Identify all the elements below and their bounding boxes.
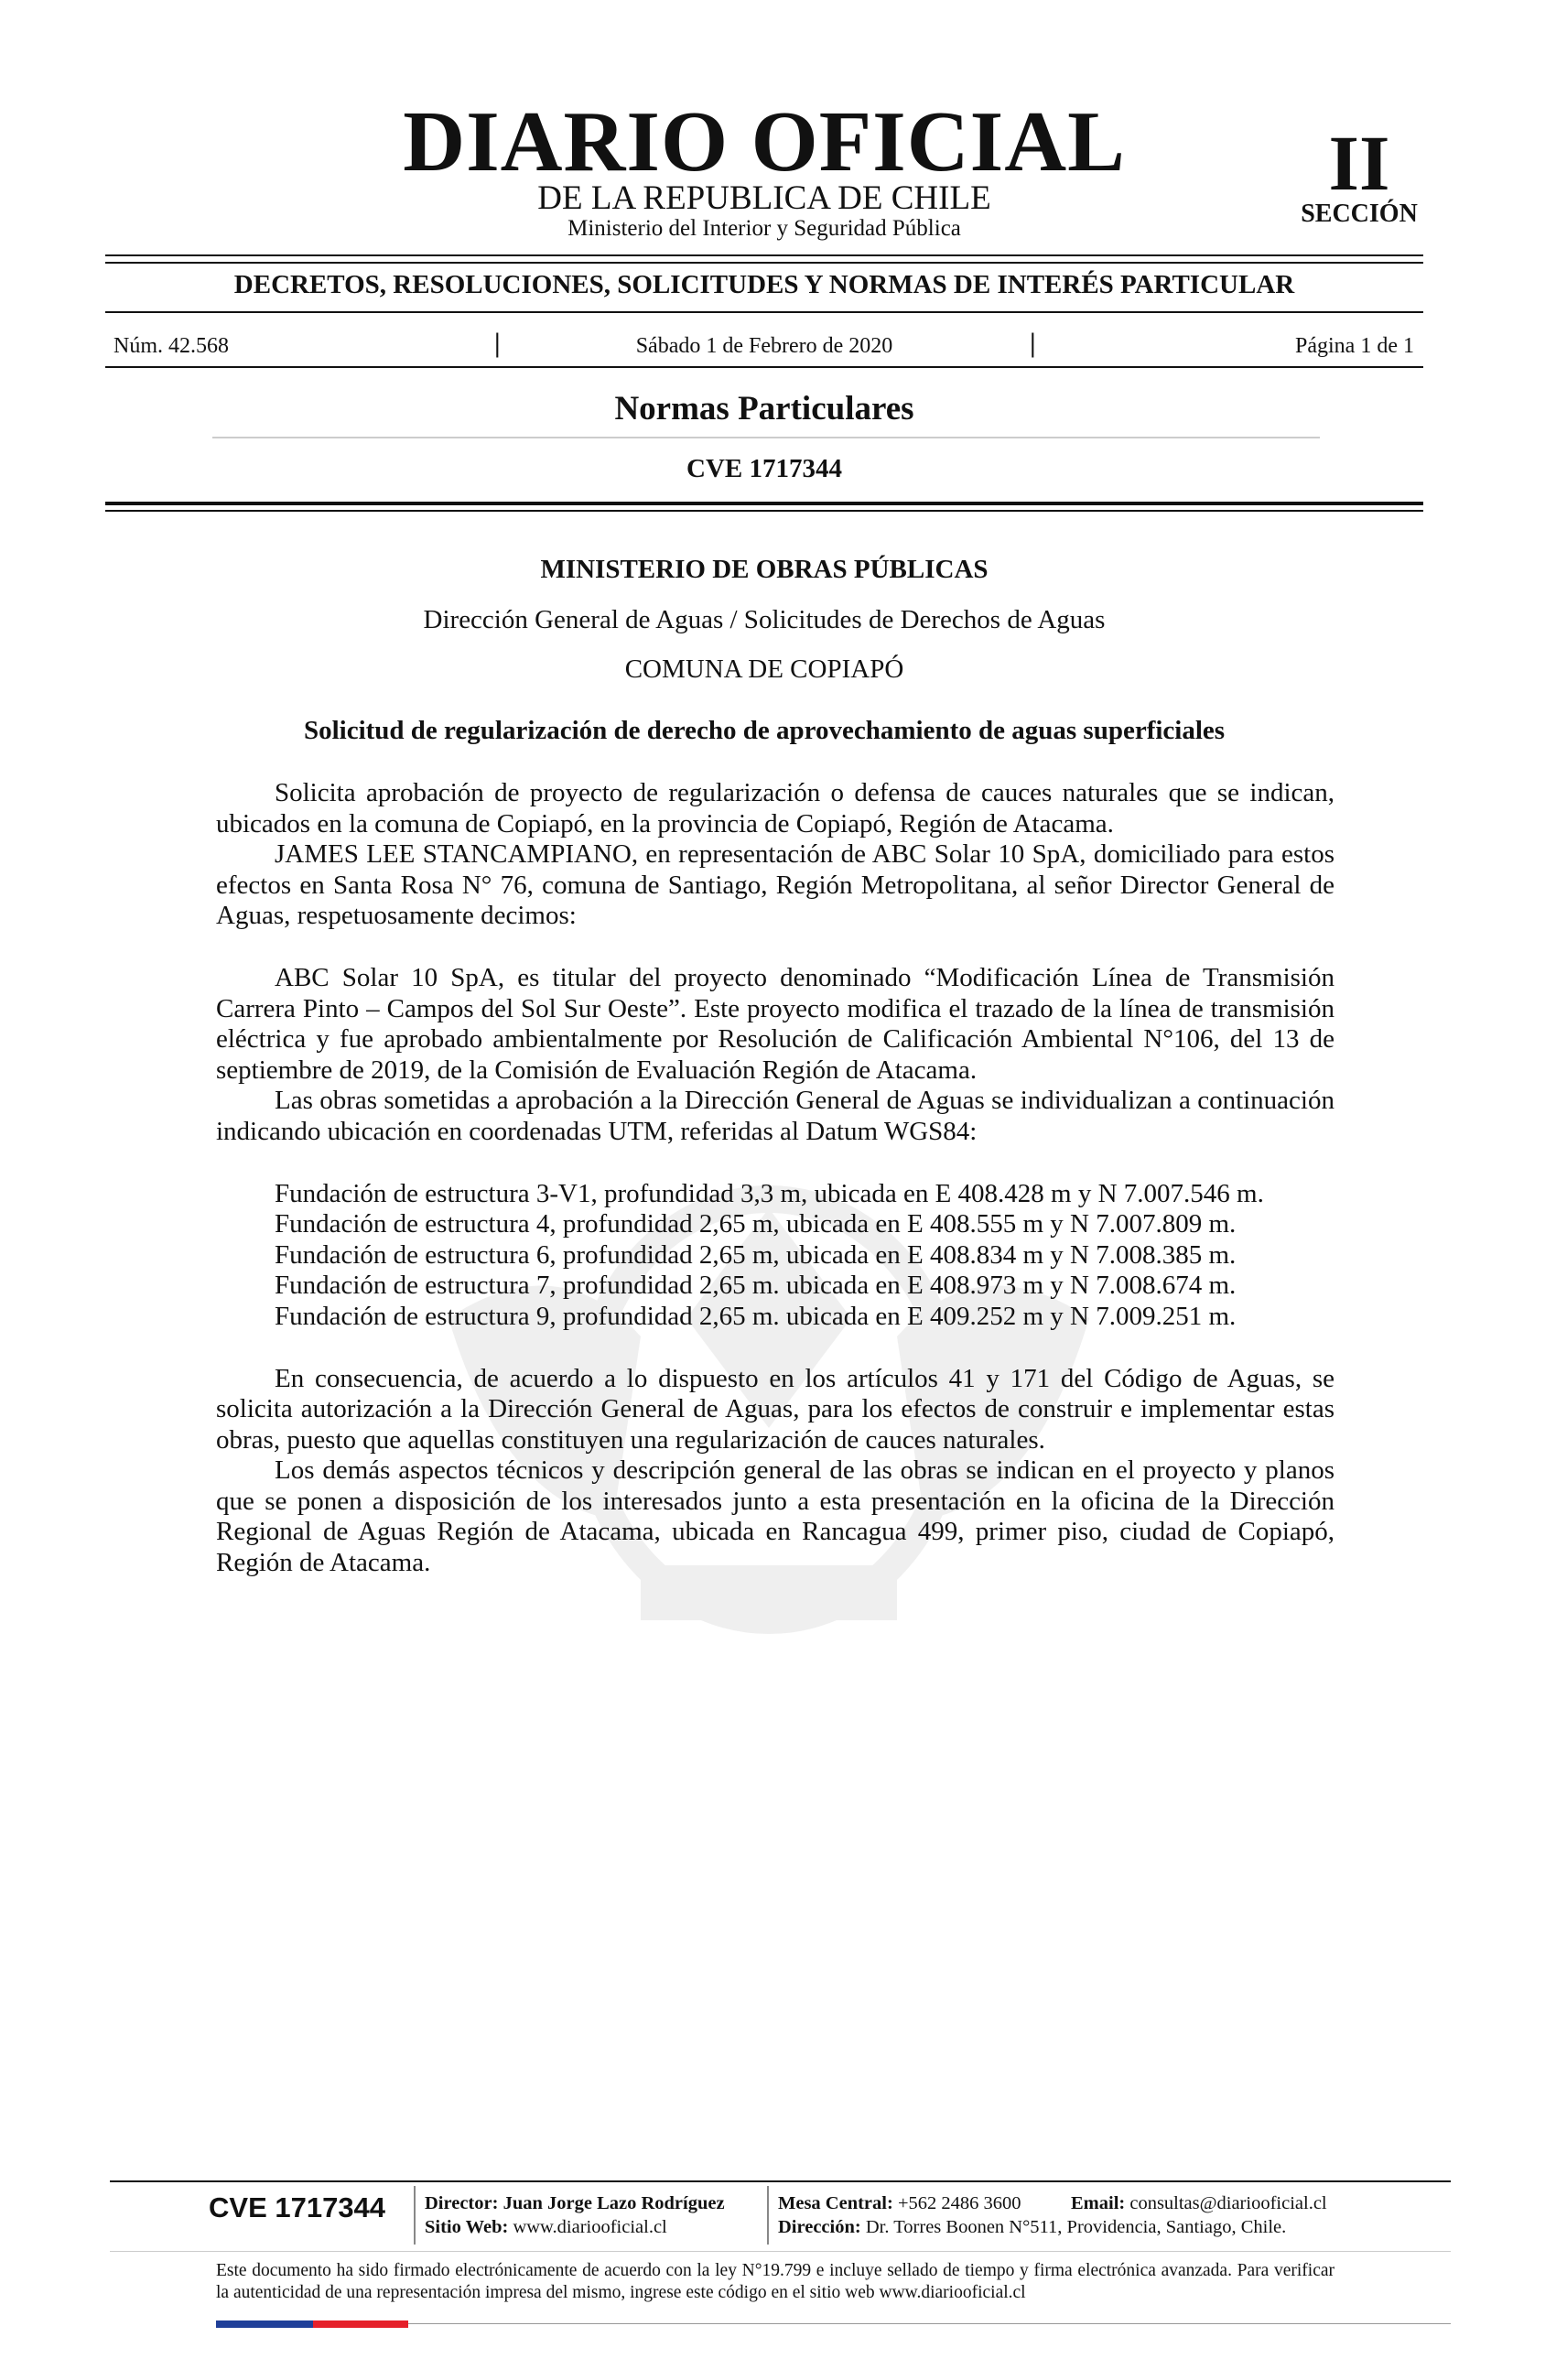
flag-stripe-blue [216,2320,313,2328]
paragraph: Las obras sometidas a aprobación a la Dirección General de Aguas se individualizan a continuación indicando ubicación en coordenadas UTM, referidas al Datum WGS84: [216,1086,1334,1146]
list-item: Fundación de estructura 6, profundidad 2,65 m, ubicada en E 408.834 m y N 7.008.385 m. [275,1239,1237,1270]
page-number: Página 1 de 1 [1295,334,1414,358]
footer-signature-note: Este documento ha sido firmado electrónicamente de acuerdo con la ley N°19.799 e incluye sellado de tiempo y firma electrónica avanzada. Para verificar la autenticidad de una representación impresa del mismo, ingrese este código en el sitio web www.diariooficial.cl [216,2261,1334,2302]
footer-email: Email: consultas@diariooficial.cl [1071,2193,1327,2213]
footer-address: Dirección: Dr. Torres Boonen N°511, Providencia, Santiago, Chile. [778,2217,1287,2237]
masthead-subtitle: DE LA REPUBLICA DE CHILE [537,179,991,217]
cve-rule [105,502,1423,505]
list-item: Fundación de estructura 7, profundidad 2,65 m. ubicada en E 408.973 m y N 7.008.674 m. [275,1271,1237,1301]
list-item: Fundación de estructura 9, profundidad 2,65 m. ubicada en E 409.252 m y N 7.009.251 m. [275,1301,1237,1331]
header-rule [105,262,1423,264]
footer-cve: CVE 1717344 [209,2191,386,2223]
footer-bottom-rule [408,2323,1451,2324]
footer-rule [110,2251,1451,2252]
list-item: Fundación de estructura 3-V1, profundidad 3,3 m, ubicada en E 408.428 m y N 7.007.546 m. [275,1178,1264,1208]
issue-date: Sábado 1 de Febrero de 2020 [635,334,893,358]
doc-division: Dirección General de Aguas / Solicitudes de Derechos de Aguas [423,605,1106,634]
list-item: Fundación de estructura 4, profundidad 2,65 m, ubicada en E 408.555 m y N 7.007.809 m. [275,1209,1237,1239]
category-rule [212,437,1320,438]
email-link[interactable]: consultas@diariooficial.cl [1129,2193,1327,2213]
section-band: DECRETOS, RESOLUCIONES, SOLICITUDES Y NORMAS DE INTERÉS PARTICULAR [233,270,1295,299]
paragraph: En consecuencia, de acuerdo a lo dispuesto en los artículos 41 y 171 del Código de Aguas, se solicita autorización a la Dirección General de Aguas, para los efectos de construir e implementar estas obras, puesto que aquellas constituyen una regularización de cauces naturales. [216,1363,1334,1455]
meta-separator: | [1030,328,1036,358]
footer-website: Sitio Web: www.diariooficial.cl [425,2217,667,2237]
document-body [216,778,1334,1579]
paragraph: Los demás aspectos técnicos y descripción general de las obras se indican en el proyecto y planos que se ponen a disposición de los interesados junto a esta presentación en la oficina de la Dirección Regional de Aguas Región de Atacama, ubicada en Rancagua 499, primer piso, ciudad de Copiapó, Región de Atacama. [216,1455,1334,1578]
footer-divider [767,2186,769,2245]
paragraph: JAMES LEE STANCAMPIANO, en representación de ABC Solar 10 SpA, domiciliado para estos efectos en Santa Rosa N° 76, comuna de Santiago, Región Metropolitana, al señor Director General de Aguas, respetuosamente decimos: [216,839,1334,931]
band-rule [105,311,1423,313]
footer-director: Director: Juan Jorge Lazo Rodríguez [425,2193,725,2213]
cve-code: CVE 1717344 [686,454,842,483]
flag-stripe-red [313,2320,408,2328]
footer-phone: Mesa Central: +562 2486 3600 [778,2193,1021,2213]
works-list [216,1179,1334,1333]
section-number: II [1328,119,1390,207]
cve-rule [105,510,1423,512]
doc-title: Solicitud de regularización de derecho de aprovechamiento de aguas superficiales [303,716,1226,745]
website-link[interactable]: www.diariooficial.cl [513,2217,667,2237]
header-rule [105,254,1423,256]
doc-ministry: MINISTERIO DE OBRAS PÚBLICAS [540,555,989,584]
section-label: SECCIÓN [1301,200,1418,228]
category-title: Normas Particulares [614,390,914,427]
doc-commune: COMUNA DE COPIAPÓ [624,654,904,684]
footer-divider [414,2186,416,2245]
footer-rule [110,2180,1451,2182]
meta-separator: | [494,328,501,358]
masthead-ministry: Ministerio del Interior y Seguridad Pública [567,216,961,241]
meta-rule [105,366,1423,368]
masthead-title: DIARIO OFICIAL [403,94,1126,189]
issue-number: Núm. 42.568 [113,334,229,358]
paragraph: Solicita aprobación de proyecto de regularización o defensa de cauces naturales que se indican, ubicados en la comuna de Copiapó, en la provincia de Copiapó, Región de Atacama. [216,778,1334,838]
paragraph: ABC Solar 10 SpA, es titular del proyecto denominado “Modificación Línea de Transmisión Carrera Pinto – Campos del Sol Sur Oeste”. Este proyecto modifica el trazado de la línea de transmisión eléctrica y fue aprobado ambientalmente por Resolución de Calificación Ambiental N°106, del 13 de septiembre de 2019, de la Comisión de Evaluación Región de Atacama. [216,962,1334,1085]
